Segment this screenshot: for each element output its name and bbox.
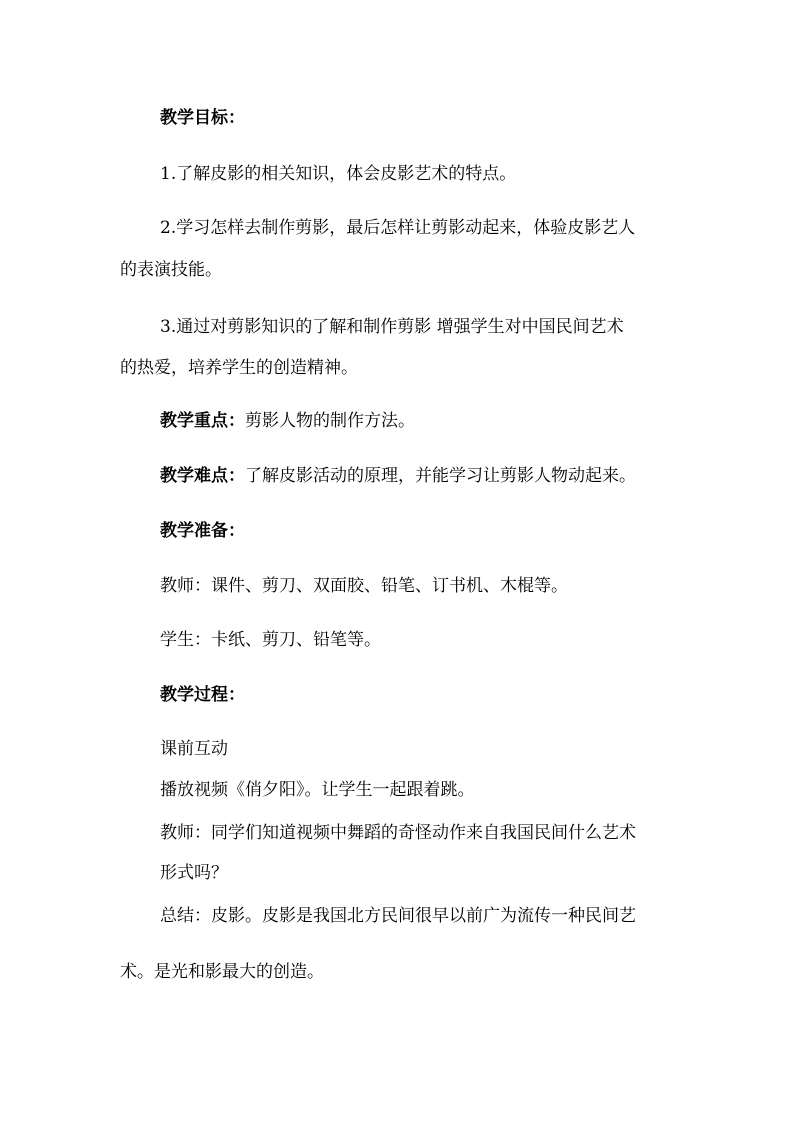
difficulty — [160, 465, 636, 487]
key-point — [160, 410, 415, 432]
objective-3-line-1: 3.通过对剪影知识的了解和制作剪影 增强学生对中国民间艺术 — [160, 317, 624, 337]
objective-2-line-2: 的表演技能。 — [120, 260, 222, 280]
teacher-question-line-1: 教师：同学们知道视频中舞蹈的奇怪动作来自我国民间什么艺术 — [160, 823, 636, 843]
key-point-label: 教学重点： — [160, 411, 245, 431]
process-heading: 教学过程： — [160, 685, 245, 705]
pre-class-interaction: 课前互动 — [160, 739, 228, 759]
summary-line-1: 总结：皮影。皮影是我国北方民间很早以前广为流传一种民间艺 — [160, 906, 636, 926]
objectives-heading: 教学目标： — [160, 108, 245, 128]
student-preparation: 学生：卡纸、剪刀、铅笔等。 — [160, 630, 381, 650]
objective-1: 1.了解皮影的相关知识，体会皮影艺术的特点。 — [160, 164, 517, 184]
teacher-question-line-2: 形式吗？ — [160, 863, 228, 883]
preparation-heading: 教学准备： — [160, 521, 245, 541]
objective-3-line-2: 的热爱，培养学生的创造精神。 — [120, 358, 358, 378]
teacher-preparation: 教师：课件、剪刀、双面胶、铅笔、订书机、木棍等。 — [160, 576, 568, 596]
summary-line-2: 术。是光和影最大的创造。 — [120, 962, 324, 982]
play-video-text: 播放视频《俏夕阳》。让学生一起跟着跳。 — [160, 780, 475, 800]
difficulty-text: 了解皮影活动的原理，并能学习让剪影人物动起来。 — [245, 466, 636, 486]
difficulty-label: 教学难点： — [160, 466, 245, 486]
key-point-text: 剪影人物的制作方法。 — [245, 411, 415, 431]
objective-2-line-1: 2.学习怎样去制作剪影，最后怎样让剪影动起来，体验皮影艺人 — [160, 218, 636, 238]
